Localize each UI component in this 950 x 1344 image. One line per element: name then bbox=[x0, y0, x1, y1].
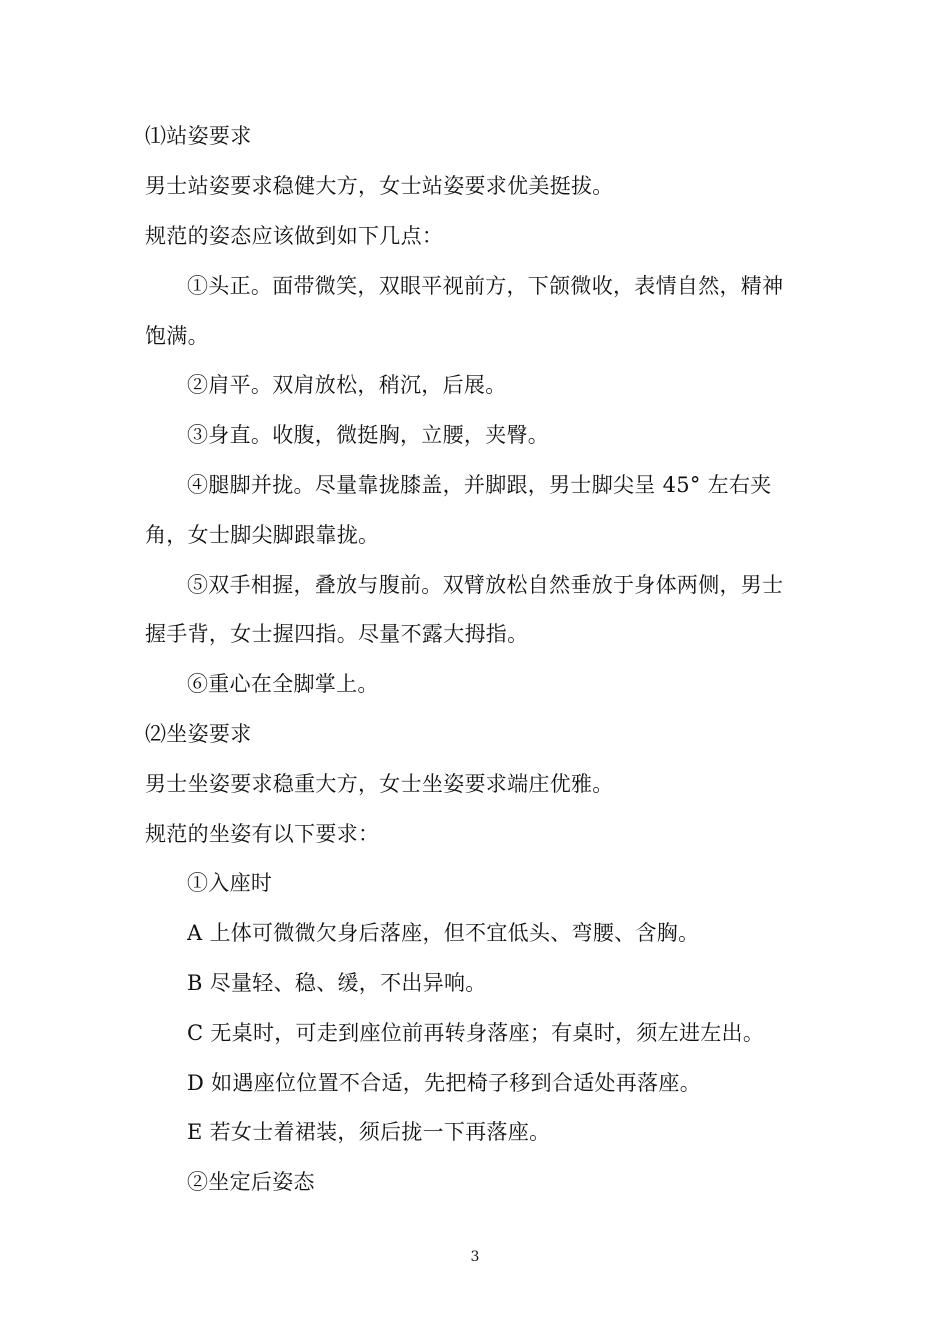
list-item-line: ①头正。面带微笑，双眼平视前方，下颌微收，表情自然，精神 bbox=[187, 274, 784, 298]
list-item-continuation: 握手背，女士握四指。尽量不露大拇指。 bbox=[145, 622, 529, 646]
subsection-heading: ②坐定后姿态 bbox=[187, 1170, 315, 1194]
section-heading-standing: ⑴站姿要求 bbox=[145, 124, 252, 148]
paragraph-line: 男士坐姿要求稳重大方，女士坐姿要求端庄优雅。 bbox=[145, 772, 614, 796]
list-item-continuation: 饱满。 bbox=[145, 324, 209, 348]
paragraph-line: 规范的姿态应该做到如下几点： bbox=[145, 224, 444, 248]
list-item-line: ③身直。收腹，微挺胸，立腰，夹臀。 bbox=[187, 423, 550, 447]
list-item-line: ②肩平。双肩放松，稍沉，后展。 bbox=[187, 373, 507, 397]
subsection-heading: ①入座时 bbox=[187, 871, 273, 895]
list-item-line: A 上体可微微欠身后落座，但不宜低头、弯腰、含胸。 bbox=[187, 921, 700, 945]
list-item-line: ④腿脚并拢。尽量靠拢膝盖，并脚跟，男士脚尖呈 45° 左右夹 bbox=[187, 473, 772, 497]
section-heading-sitting: ⑵坐姿要求 bbox=[145, 722, 252, 746]
paragraph-line: 男士站姿要求稳健大方，女士站姿要求优美挺拔。 bbox=[145, 174, 614, 198]
list-item-line: B 尽量轻、稳、缓，不出异响。 bbox=[187, 971, 487, 995]
list-item-line: E 若女士着裙装，须后拢一下再落座。 bbox=[187, 1120, 551, 1144]
list-item-line: D 如遇座位位置不合适，先把椅子移到合适处再落座。 bbox=[187, 1071, 702, 1095]
list-item-line: ⑥重心在全脚掌上。 bbox=[187, 672, 379, 696]
page-number: 3 bbox=[470, 1249, 480, 1265]
paragraph-line: 规范的坐姿有以下要求： bbox=[145, 822, 380, 846]
list-item-continuation: 角，女士脚尖脚跟靠拢。 bbox=[145, 523, 380, 547]
list-item-line: C 无桌时，可走到座位前再转身落座；有桌时，须左进左出。 bbox=[187, 1021, 765, 1045]
list-item-line: ⑤双手相握，叠放与腹前。双臂放松自然垂放于身体两侧，男士 bbox=[187, 573, 784, 597]
